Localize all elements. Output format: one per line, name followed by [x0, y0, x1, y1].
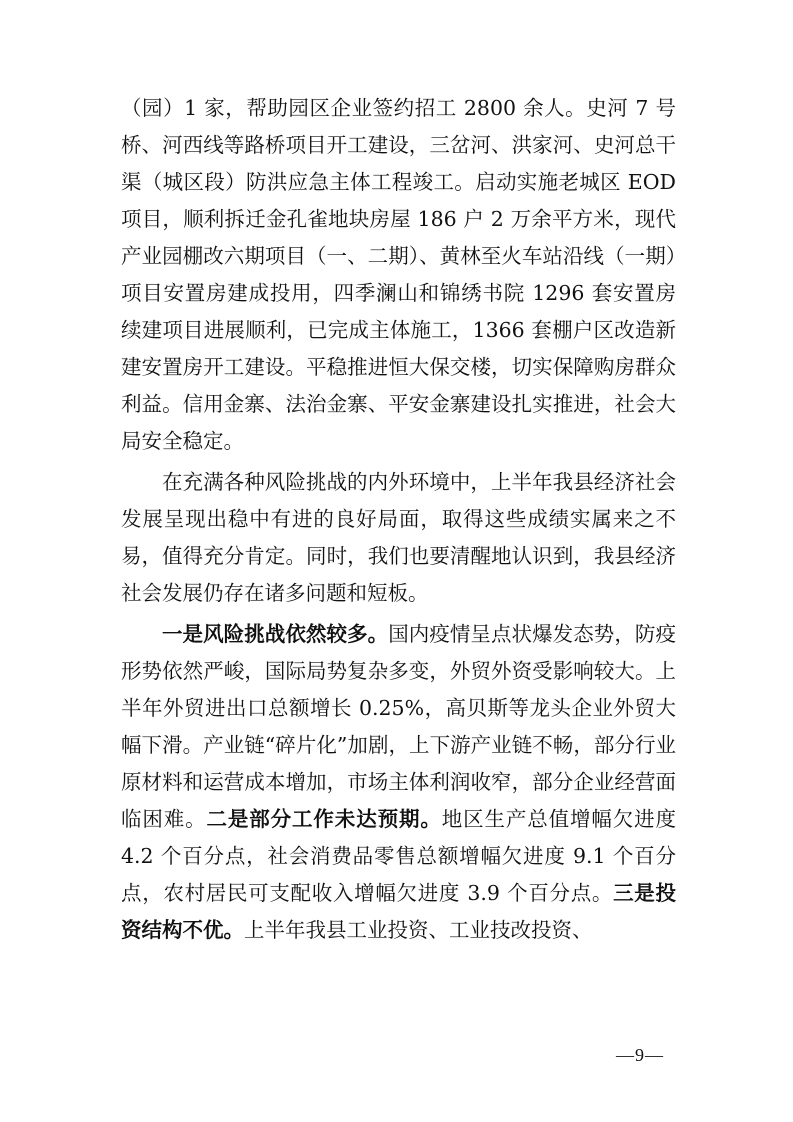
- heading-risk-challenges: 一是风险挑战依然较多。: [162, 622, 389, 646]
- paragraph-3-text-3: 上半年我县工业投资、工业技改投资、: [244, 918, 593, 942]
- paragraph-2: 在充满各种风险挑战的内外环境中，上半年我县经济社会发展呈现出稳中有进的良好局面，取得这些成绩实属来之不易，值得充分肯定。同时，我们也要清醒地认识到，我县经济社会发展仍存在诸多问题和短板。: [121, 470, 676, 605]
- paragraph-3-text-1: 国内疫情呈点状爆发态势，防疫形势依然严峻，国际局势复杂多变，外贸外资受影响较大。上半年外贸进出口总额增长 0.25%，高贝斯等龙头企业外贸大幅下滑。产业链“碎片化”加剧，上下游产业链不畅，部分行业原材料和运营成本增加，市场主体利润收窄，部分企业经营面临困难。: [121, 622, 676, 831]
- heading-work-not-meeting-expectations: 二是部分工作未达预期。: [206, 807, 442, 831]
- heading-investment-structure: 三是投资结构不优。: [121, 881, 676, 942]
- page-number: —9—: [616, 1045, 664, 1065]
- paragraph-1: （园）1 家，帮助园区企业签约招工 2800 余人。史河 7 号桥、河西线等路桥项目开工建设，三岔河、洪家河、史河总干渠（城区段）防洪应急主体工程竣工。启动实施老城区 EOD 项目，顺利拆迁金孔雀地块房屋 186 户 2 万余平方米，现代产业园棚改六期项目（一、二期）、黄林至火车站沿线（一期）项目安置房建成投用，四季澜山和锦绣书院 1296 套安置房续建项目进展顺利，已完成主体施工，1366 套棚户区改造新建安置房开工建设。平稳推进恒大保交楼，切实保障购房群众利益。信用金寨、法治金寨、平安金寨建设扎实推进，社会大局安全稳定。: [121, 96, 676, 453]
- document-body: [121, 90, 676, 953]
- paragraph-3-text-2: 地区生产总值增幅欠进度 4.2 个百分点，社会消费品零售总额增幅欠进度 9.1 个百分点，农村居民可支配收入增幅欠进度 3.9 个百分点。: [121, 807, 677, 905]
- paragraph-3: [121, 616, 676, 949]
